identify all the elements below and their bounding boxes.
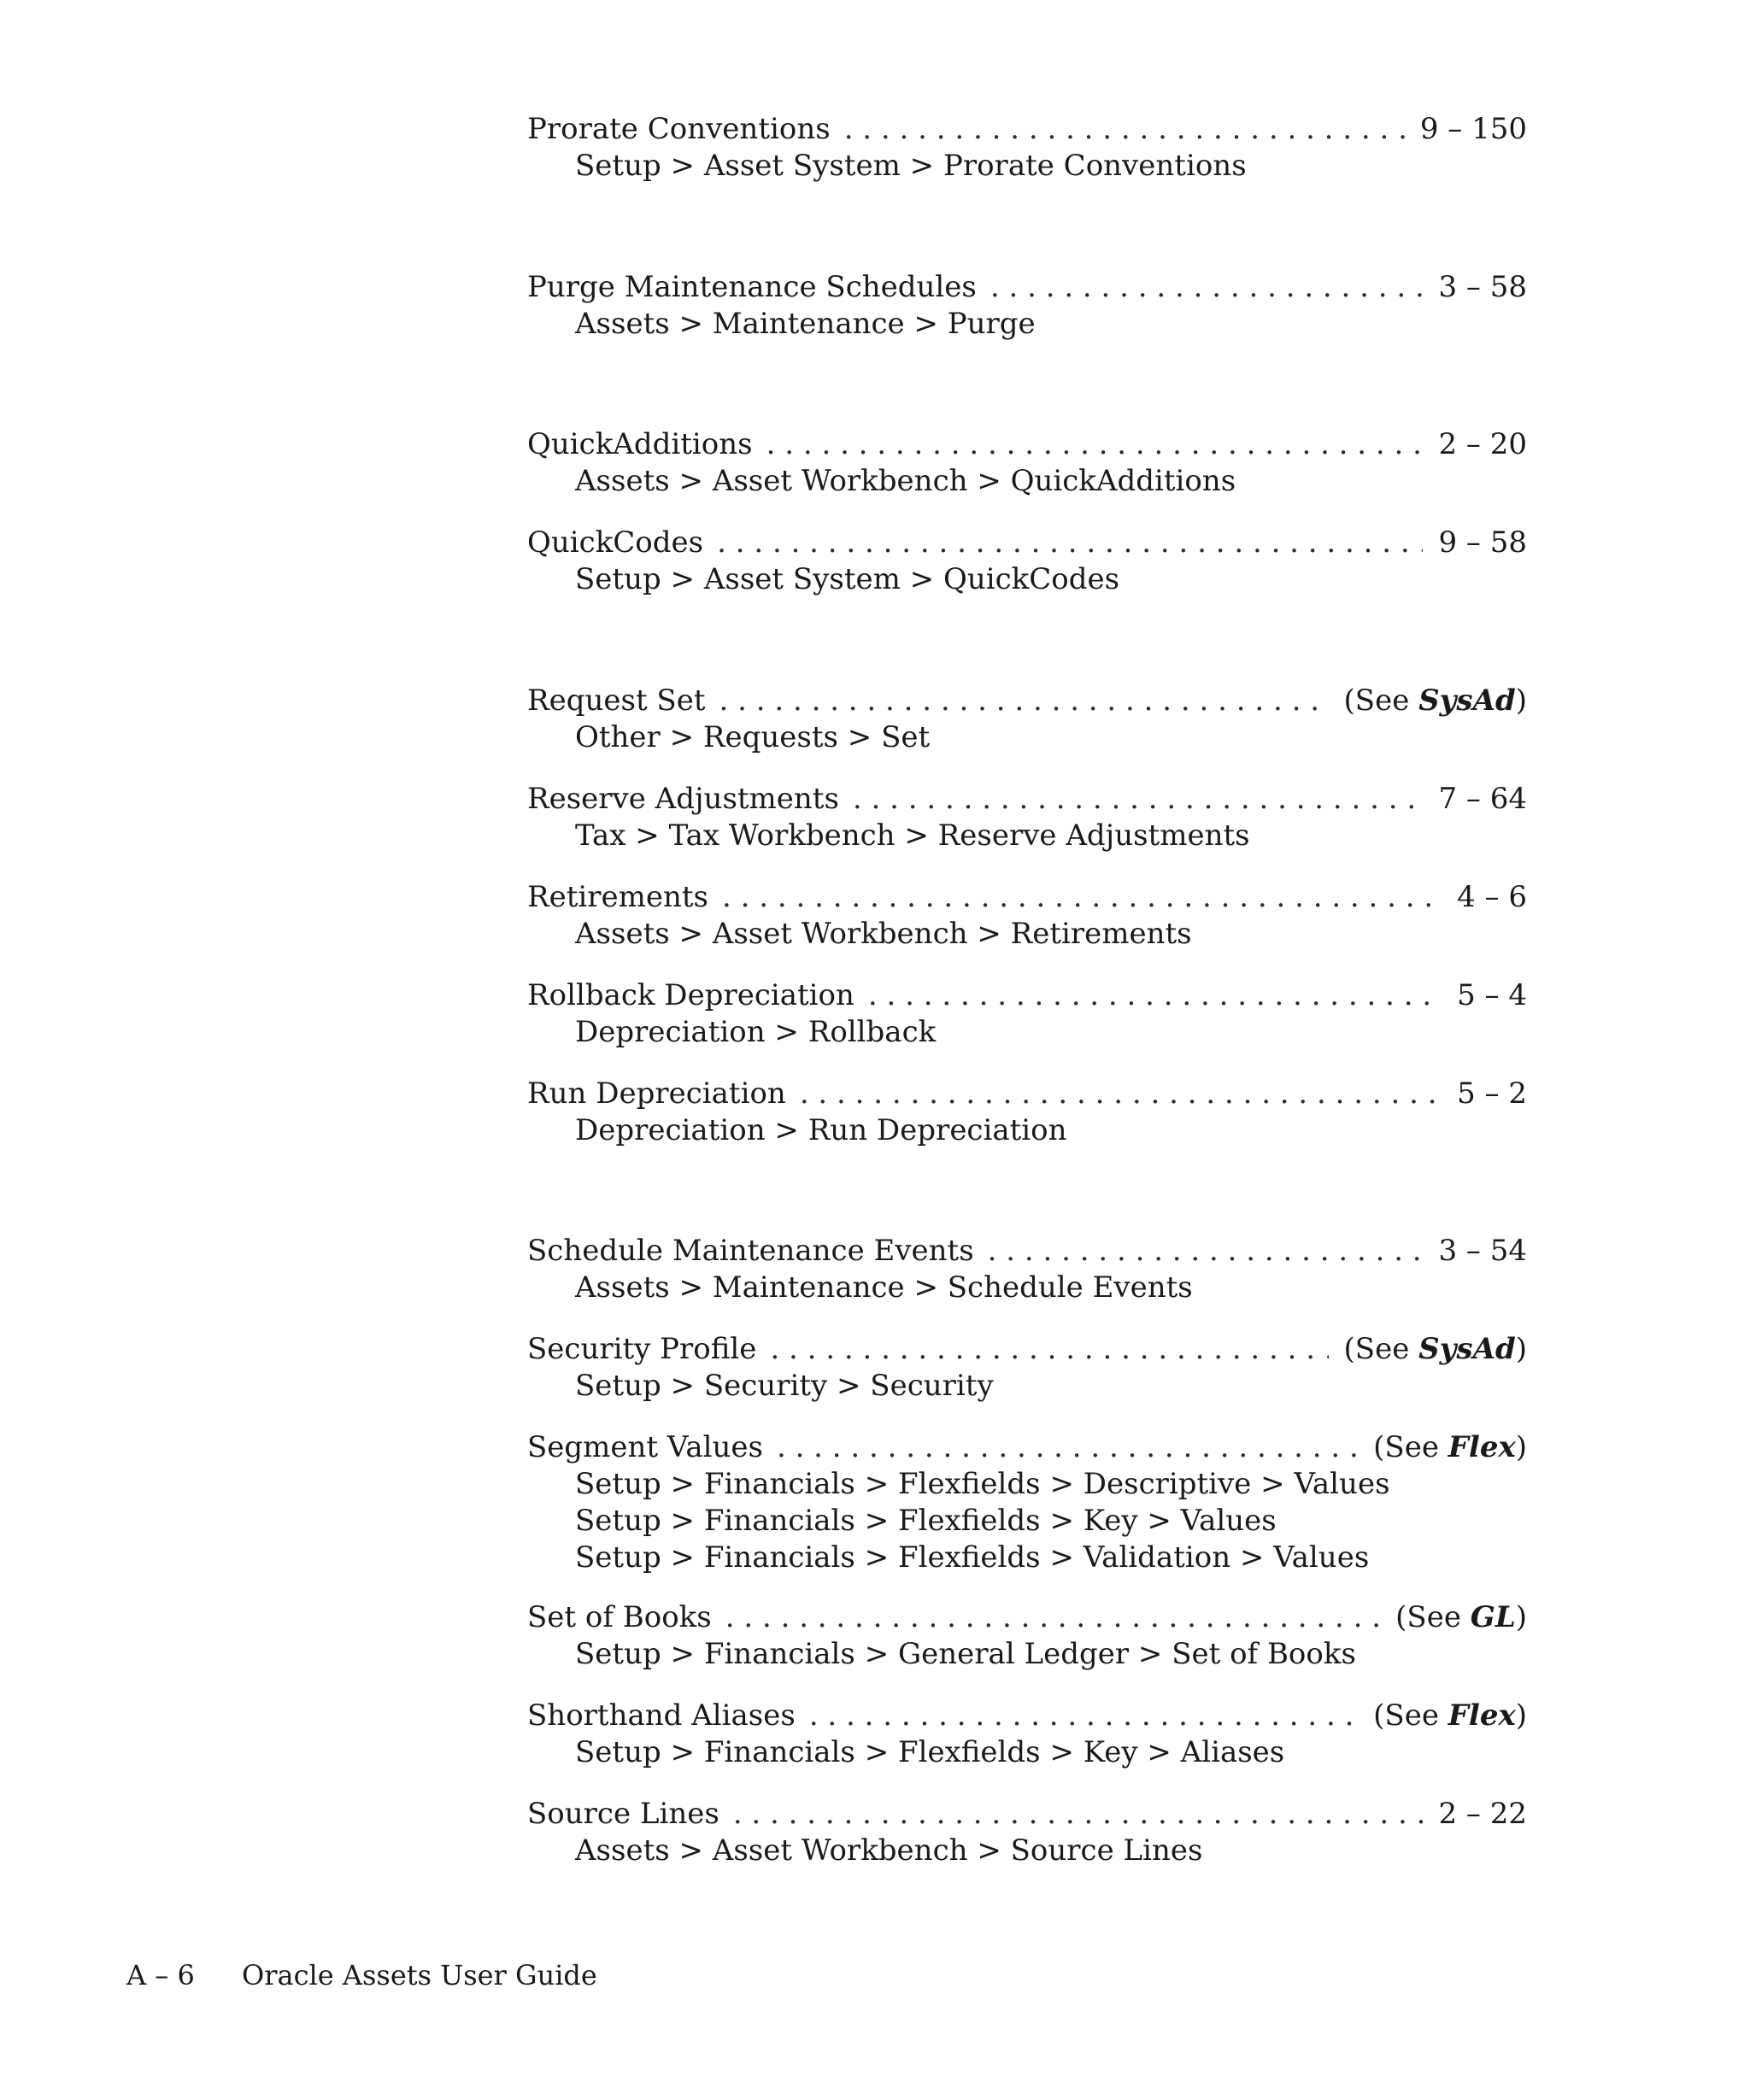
dot-leader [719,683,1329,719]
see-prefix: (See [1343,1332,1419,1366]
dot-leader [725,1599,1380,1636]
see-prefix: (See [1395,1600,1471,1634]
dot-leader [722,879,1442,916]
see-suffix: ) [1515,1698,1527,1733]
navigation-path: Setup > Security > Security [575,1369,994,1403]
navigation-path: Depreciation > Rollback [575,1015,937,1049]
see-suffix: ) [1515,683,1527,718]
dot-leader [844,111,1405,148]
index-entry [527,1796,1527,1869]
see-reference [1329,683,1527,719]
navigation-path: Setup > Financials > General Ledger > Set of Books [575,1637,1356,1671]
see-target: SysAd [1418,683,1516,718]
footer-page-number: A – 6 [126,1959,195,1991]
page-ref: 5 – 2 [1457,1076,1527,1111]
see-reference [1358,1429,1527,1466]
index-entry [527,781,1527,854]
index-entry [527,1429,1527,1576]
entry-title: QuickCodes [527,525,704,560]
navigation-path: Assets > Maintenance > Schedule Events [575,1270,1193,1305]
see-prefix: (See [1373,1430,1448,1464]
see-prefix: (See [1373,1698,1448,1733]
dot-leader [766,426,1424,463]
see-suffix: ) [1515,1430,1527,1464]
entry-title: Request Set [527,683,706,718]
navigation-path: Setup > Financials > Flexfields > Key > Values [575,1504,1277,1538]
index-entry [527,269,1527,343]
navigation-path: Assets > Asset Workbench > Source Lines [575,1833,1203,1868]
dot-leader [809,1698,1358,1734]
dot-leader [770,1331,1328,1368]
index-entry [527,1233,1527,1306]
index-entry [527,1076,1527,1149]
navigation-path: Setup > Financials > Flexfields > Descriptive > Values [575,1467,1390,1501]
page-ref: 9 – 58 [1438,525,1527,560]
entry-title: Set of Books [527,1600,712,1634]
see-suffix: ) [1515,1332,1527,1366]
navigation-path: Assets > Maintenance > Purge [575,307,1036,341]
entry-title: Source Lines [527,1797,719,1831]
dot-leader [868,977,1442,1014]
index-entry [527,1698,1527,1771]
dot-leader [733,1796,1424,1833]
navigation-path: Other > Requests > Set [575,720,931,754]
page-ref: 5 – 4 [1457,978,1527,1012]
navigation-path: Depreciation > Run Depreciation [575,1113,1067,1147]
see-reference [1380,1599,1527,1636]
dot-leader [990,269,1424,306]
entry-title: Reserve Adjustments [527,782,839,816]
navigation-path: Tax > Tax Workbench > Reserve Adjustments [575,818,1250,853]
page-ref: 2 – 20 [1438,427,1527,461]
see-target: Flex [1448,1430,1516,1464]
page-ref: 7 – 64 [1438,782,1527,816]
footer-book-title: Oracle Assets User Guide [242,1959,597,1991]
entry-title: Run Depreciation [527,1076,786,1111]
index-entry [527,1599,1527,1673]
navigation-path: Setup > Financials > Flexfields > Key > Aliases [575,1735,1285,1769]
page-ref: 2 – 22 [1438,1797,1527,1831]
entry-title: Prorate Conventions [527,112,831,146]
page-footer [126,1958,597,1992]
see-prefix: (See [1343,683,1419,718]
see-target: SysAd [1418,1332,1516,1366]
see-reference [1329,1331,1527,1368]
page-ref: 3 – 58 [1438,270,1527,304]
entry-title: Segment Values [527,1430,763,1464]
index-entry [527,977,1527,1051]
dot-leader [717,525,1423,561]
index-entry [527,1331,1527,1405]
index-entry [527,111,1527,185]
entry-title: QuickAdditions [527,427,753,461]
page-ref: 9 – 150 [1419,112,1527,146]
page-ref: 4 – 6 [1457,880,1527,914]
navigation-path: Assets > Asset Workbench > QuickAdditions [575,464,1236,498]
dot-leader [800,1076,1442,1112]
navigation-path: Setup > Asset System > Prorate Conventions [575,149,1247,183]
dot-leader [988,1233,1424,1270]
see-reference [1358,1698,1527,1734]
navigation-path: Setup > Asset System > QuickCodes [575,562,1120,596]
dot-leader [853,781,1424,818]
page-ref: 3 – 54 [1438,1234,1527,1268]
index-entry [527,426,1527,500]
entry-title: Security Profile [527,1332,757,1366]
entry-title: Schedule Maintenance Events [527,1234,974,1268]
navigation-path: Assets > Asset Workbench > Retirements [575,917,1192,951]
entry-title: Purge Maintenance Schedules [527,270,977,304]
see-target: GL [1470,1600,1516,1634]
entry-title: Retirements [527,880,709,914]
index-entry [527,525,1527,598]
index-entry [527,879,1527,953]
see-target: Flex [1448,1698,1516,1733]
navigation-path: Setup > Financials > Flexfields > Validation > Values [575,1540,1370,1575]
dot-leader [777,1429,1358,1466]
index-entry [527,683,1527,756]
see-suffix: ) [1515,1600,1527,1634]
entry-title: Shorthand Aliases [527,1698,796,1733]
entry-title: Rollback Depreciation [527,978,854,1012]
